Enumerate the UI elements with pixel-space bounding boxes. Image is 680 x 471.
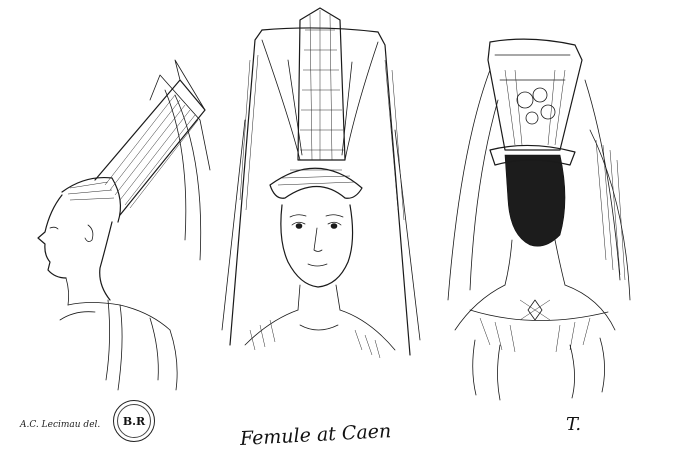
left-profile-figure (38, 60, 210, 390)
library-stamp (113, 400, 155, 442)
center-front-figure (222, 8, 420, 358)
engraver-monogram: T. (566, 414, 582, 435)
right-back-figure (448, 39, 630, 400)
library-stamp-inner: B.R (117, 404, 151, 438)
plate-caption: Femule at Caen (239, 420, 392, 450)
artist-credit: A.C. Lecimau del. (20, 420, 101, 430)
